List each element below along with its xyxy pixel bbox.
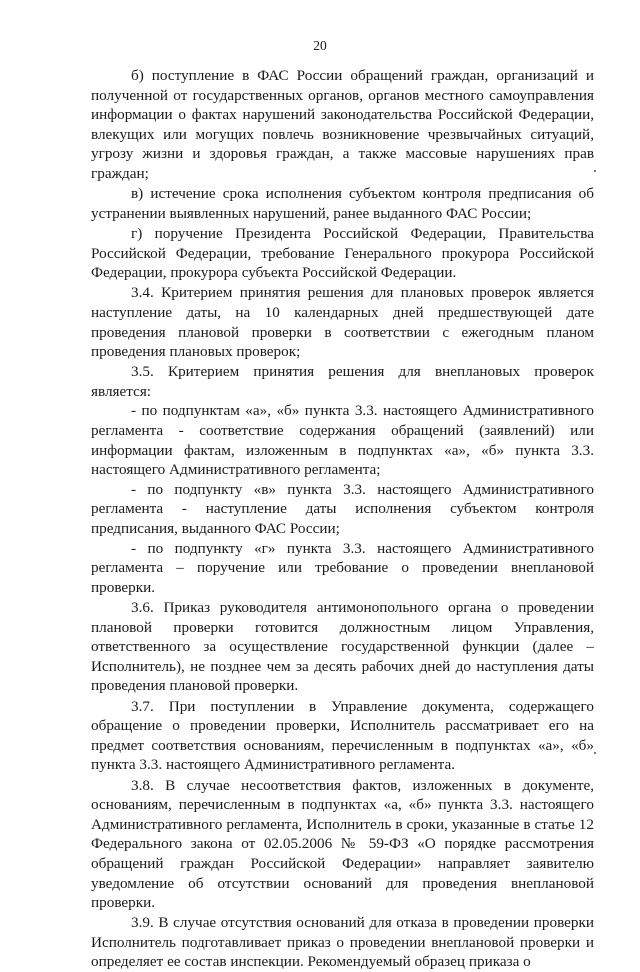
paragraph-3-5-item-ab: - по подпунктам «а», «б» пункта 3.3. настоящего Административного регламента - соответствие содержания обращений (заявлений) или информации фактам, изложенным в подпунктах «а», «б» пункта 3.3. настоящего Административного регламента; [91, 402, 594, 479]
paragraph-3-9: 3.9. В случае отсутствия оснований для отказа в проведении проверки Исполнитель подготавливает приказ о проведении внеплановой проверки и определяет ее состав инспекции. Рекомендуемый образец приказа о [91, 914, 594, 971]
scan-speck [594, 752, 596, 754]
paragraph-3-5-item-g: - по подпункту «г» пункта 3.3. настоящего Административного регламента – поручение или требование о проведении внеплановой проверки. [91, 539, 594, 596]
paragraph-3-4: 3.4. Критерием принятия решения для плановых проверок является наступление даты, на 10 календарных дней предшествующей дате проведения плановой проверки в соответствии с ежегодным планом проведения плановых проверок; [91, 284, 594, 361]
paragraph-3-3-b: б) поступление в ФАС России обращений граждан, организаций и полученной от государственных органов, органов местного самоуправления информации о фактах нарушений законодательства Российской Федерации, влекущих или могущих повлечь возникновение чрезвычайных ситуаций, угрозу жизни и здоровья граждан, а также массовые нарушениях прав граждан; [91, 67, 594, 182]
paragraph-3-7: 3.7. При поступлении в Управление документа, содержащего обращение о проведении проверки, Исполнитель рассматривает его на предмет соответствия основаниям, перечисленным в подпунктах «а», «б» пункта 3.3. настоящего Административного регламента. [91, 697, 594, 774]
paragraph-3-8: 3.8. В случае несоответствия фактов, изложенных в документе, основаниям, перечисленным в подпунктах «а, «б» пункта 3.3. настоящего Административного регламента, Исполнитель в сроки, указанные в статье 12 Федерального закона от 02.05.2006 № 59-ФЗ «О порядке рассмотрения обращений граждан Российской Федерации» направляет заявителю уведомление об отсутствии оснований для проведения внеплановой проверки. [91, 776, 594, 912]
page-number: 20 [313, 38, 327, 53]
document-body [91, 66, 594, 972]
paragraph-3-6: 3.6. Приказ руководителя антимонопольного органа о проведении плановой проверки готовится должностным лицом Управления, ответственного за осуществление государственной функции (далее – Исполнитель), не позднее чем за десять рабочих дней до наступления даты проведения плановой проверки. [91, 599, 594, 695]
scan-speck [594, 170, 596, 172]
paragraph-3-3-v: в) истечение срока исполнения субъектом контроля предписания об устранении выявленных нарушений, ранее выданного ФАС России; [91, 185, 594, 222]
paragraph-3-5-item-v: - по подпункту «в» пункта 3.3. настоящего Административного регламента - наступление даты исполнения субъектом контроля предписания, выданного ФАС России; [91, 480, 594, 538]
paragraph-3-3-g: г) поручение Президента Российской Федерации, Правительства Российской Федерации, требование Генерального прокурора Российской Федерации, прокурора субъекта Российской Федерации. [91, 224, 594, 282]
paragraph-3-5: 3.5. Критерием принятия решения для внеплановых проверок является: [91, 363, 594, 400]
